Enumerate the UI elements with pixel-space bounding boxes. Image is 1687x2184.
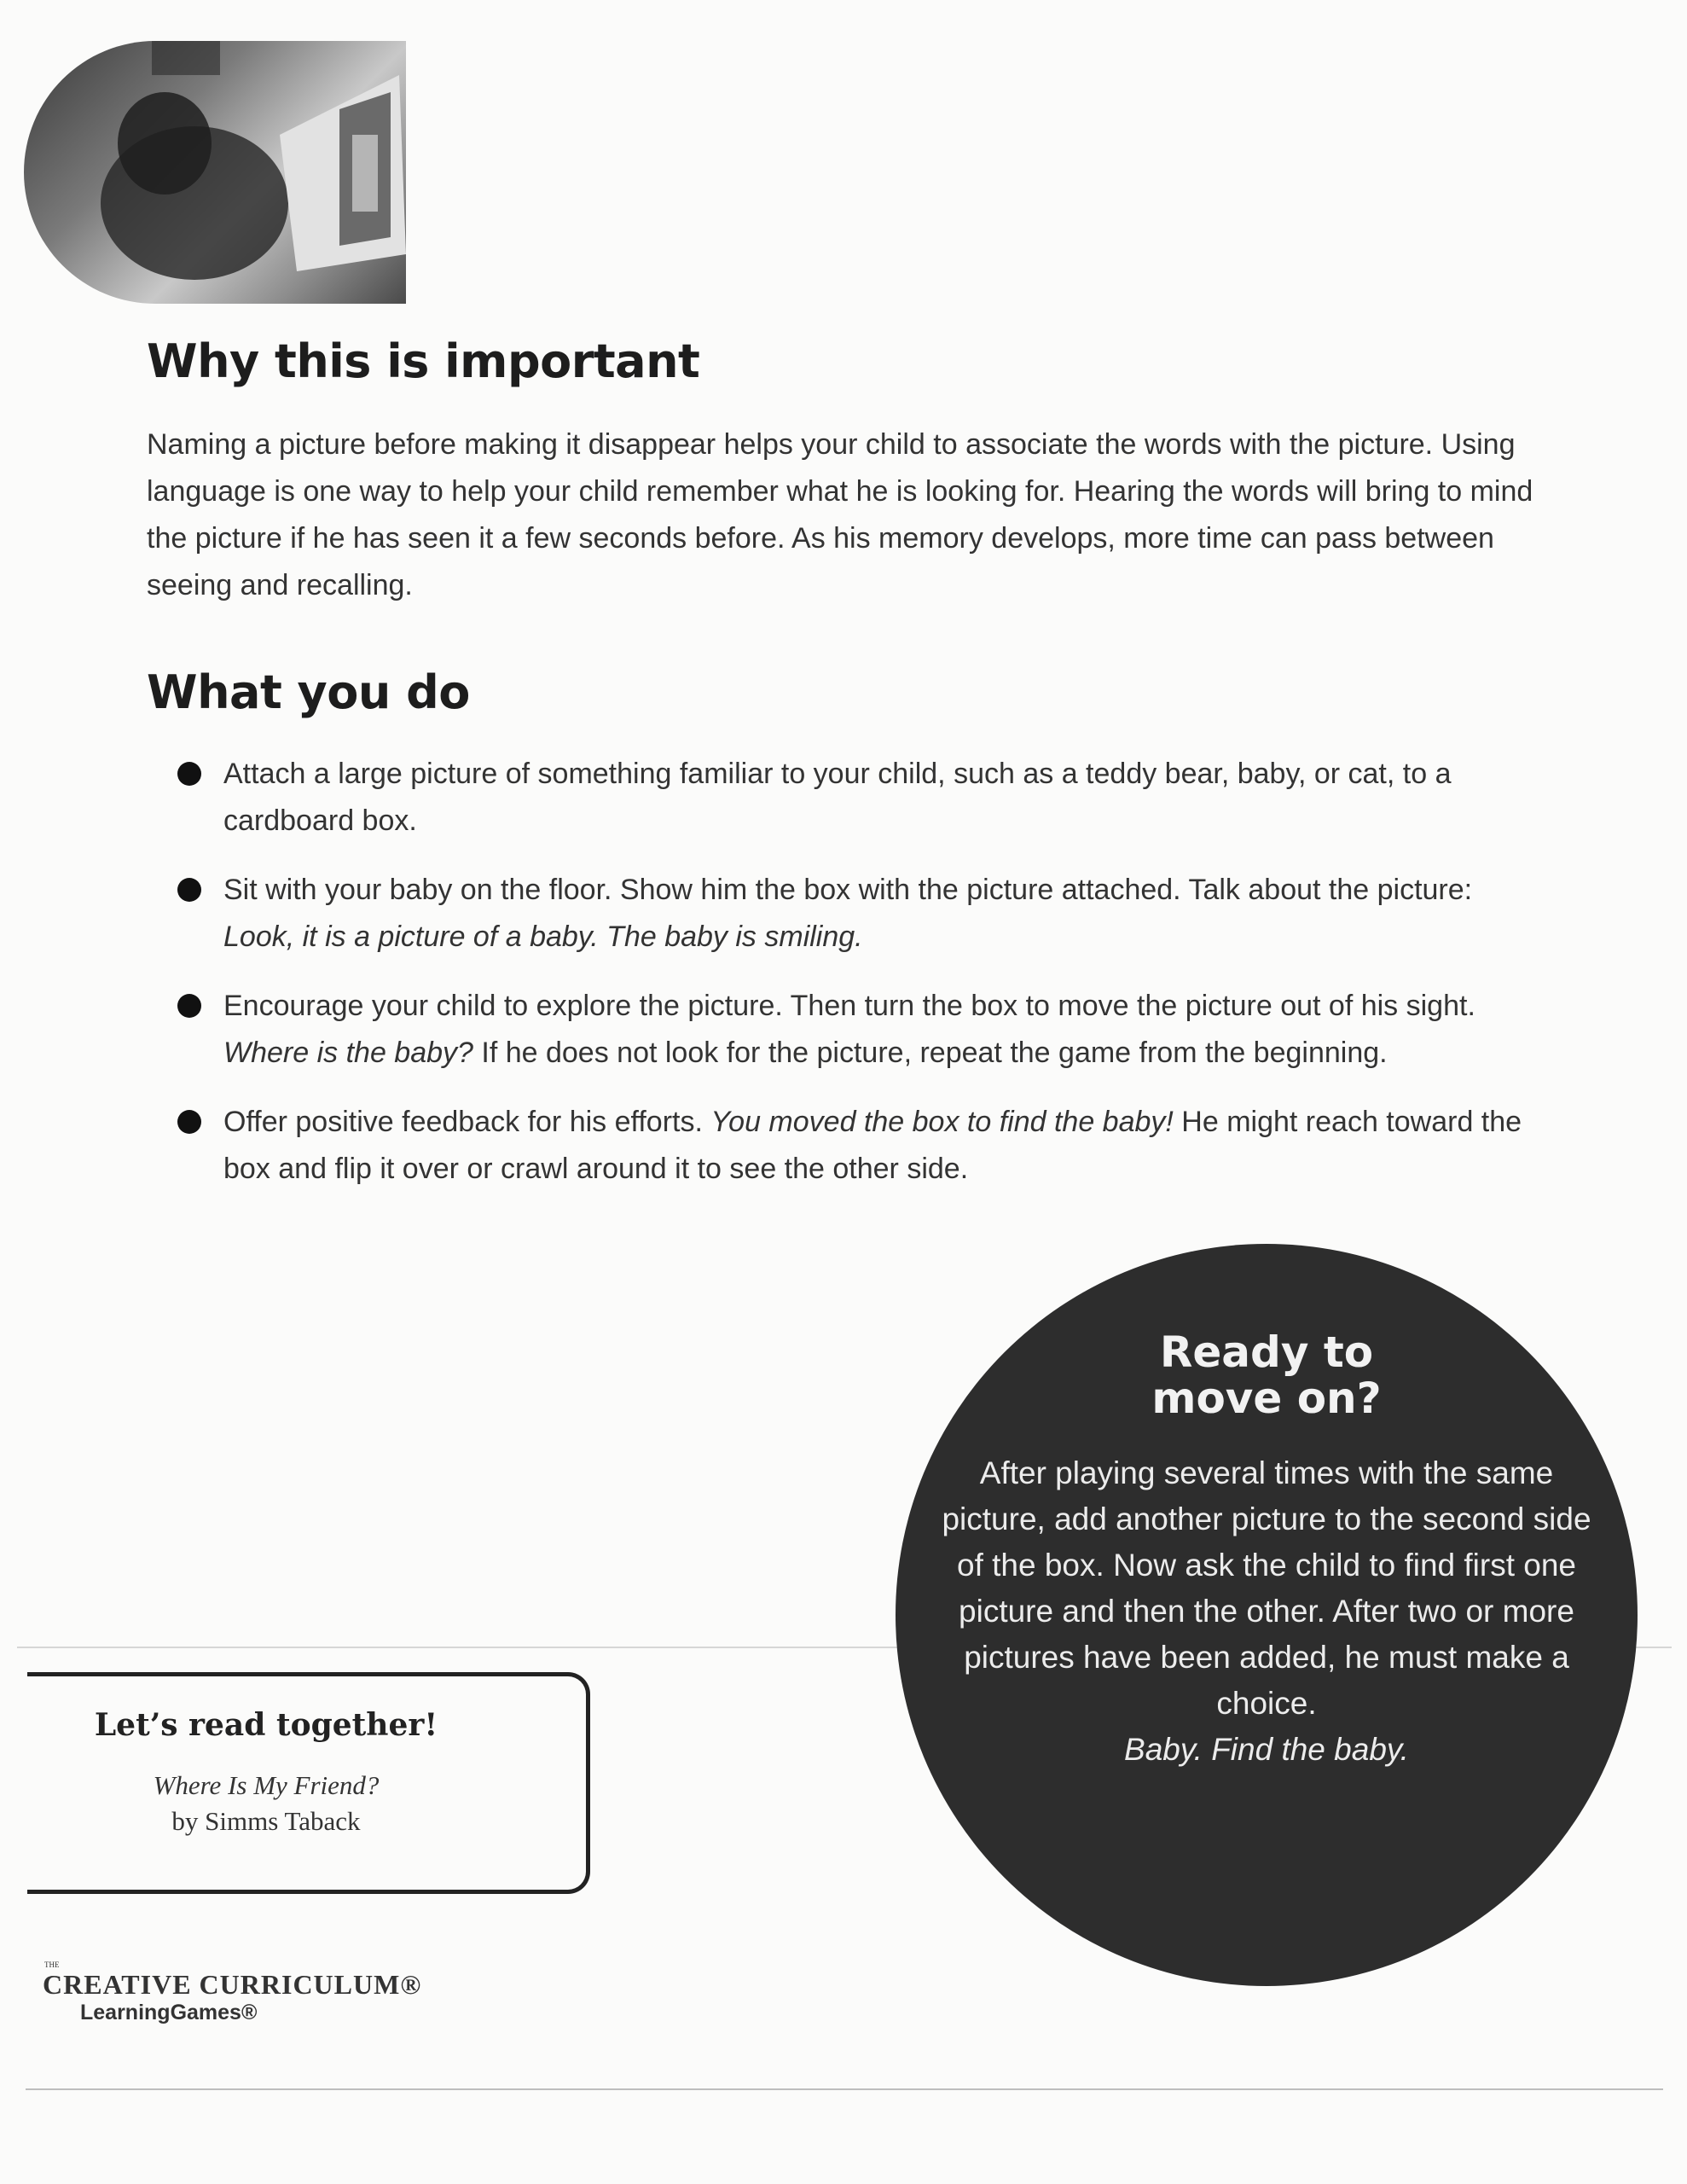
activity-photo <box>24 41 406 304</box>
bullet-icon <box>177 878 201 902</box>
step-text: Sit with your baby on the floor. Show him the box with the picture attached. Talk about the picture: <box>223 874 1473 906</box>
bullet-icon <box>177 1110 201 1134</box>
ready-title-line1: Ready to <box>1159 1327 1374 1377</box>
step-text: Offer positive feedback for his efforts. <box>223 1106 711 1138</box>
logo-small: THE <box>44 1960 60 1969</box>
bullet-icon <box>177 994 201 1018</box>
step-item <box>147 867 1528 961</box>
step-text-after: He might reach toward the box and flip it over or crawl around it to see the other side. <box>223 1106 1522 1185</box>
footer-divider <box>26 2088 1663 2090</box>
logo-main: CREATIVE CURRICULUM® <box>43 1969 422 2000</box>
why-important-text: Naming a picture before making it disappear helps your child to associate the words with the picture. Using language is one way to help your child remember what he is looking for. Hearing the words will bring to mind the picture if he has seen it a few seconds before. As his memory develops, more time can pass between seeing and recalling. <box>147 428 1533 601</box>
step-text: Encourage your child to explore the picture. Then turn the box to move the picture out of his sight. <box>223 990 1475 1022</box>
ready-body-text: After playing several times with the same picture, add another picture to the second side of the box. Now ask the child to find first one picture and then the other. After two or more pictures have been added, he must make a choice. <box>942 1455 1591 1721</box>
what-you-do-heading: What you do <box>147 665 470 719</box>
ready-body <box>930 1450 1603 1773</box>
ready-body-italic: Baby. Find the baby. <box>1124 1732 1409 1767</box>
step-italic: Look, it is a picture of a baby. The baby is smiling. <box>223 921 863 953</box>
photo-child-with-box-icon <box>24 41 406 304</box>
lets-read-together-box <box>27 1672 590 1894</box>
why-important-heading: Why this is important <box>147 334 700 388</box>
step-italic: You moved the box to find the baby! <box>710 1106 1174 1138</box>
logo-sub: LearningGames® <box>80 2001 258 2024</box>
book-title: Where Is My Friend? <box>153 1770 380 1800</box>
creative-curriculum-logo <box>43 1960 421 2025</box>
bullet-icon <box>177 762 201 786</box>
step-italic: Where is the baby? <box>223 1037 473 1069</box>
book-author: by Simms Taback <box>171 1806 361 1836</box>
ready-title-line2: move on? <box>1151 1374 1382 1423</box>
step-item <box>147 983 1528 1077</box>
read-title: Let’s read together! <box>94 1707 438 1743</box>
ready-to-move-on-callout <box>896 1244 1638 1986</box>
step-item <box>147 1099 1528 1193</box>
step-item <box>147 751 1528 845</box>
ready-title <box>896 1329 1638 1421</box>
step-text-after: If he does not look for the picture, repeat the game from the beginning. <box>472 1037 1388 1069</box>
step-text: Attach a large picture of something familiar to your child, such as a teddy bear, baby, or cat, to a cardboard box. <box>223 758 1452 837</box>
steps-list <box>147 751 1528 1215</box>
